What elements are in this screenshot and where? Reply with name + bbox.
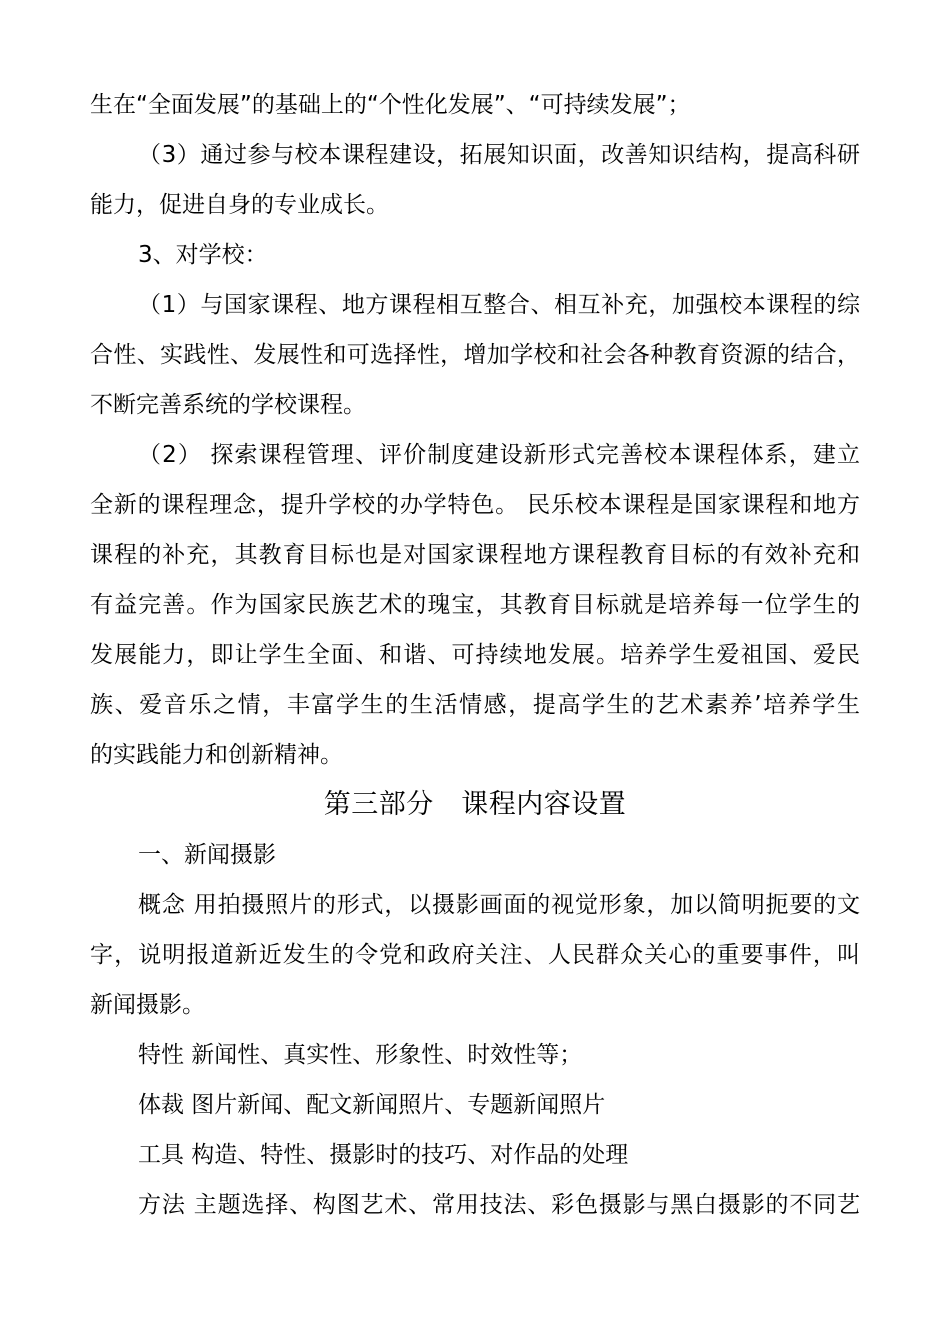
- text-line: 合性、实践性、发展性和可选择性，增加学校和社会各种教育资源的结合，: [90, 342, 860, 368]
- text-line: 族、爱音乐之情，丰富学生的生活情感，提高学生的艺术素养’培养学生: [90, 692, 860, 718]
- text-line: 新闻摄影。: [90, 992, 205, 1018]
- text-line: 概念 用拍摄照片的形式，以摄影画面的视觉形象，加以简明扼要的文: [138, 892, 860, 918]
- text-line: （1）与国家课程、地方课程相互整合、相互补充，加强校本课程的综: [138, 292, 860, 318]
- text-line: 不断完善系统的学校课程。: [90, 392, 366, 418]
- text-line: （2） 探索课程管理、评价制度建设新形式完善校本课程体系，建立: [138, 442, 860, 468]
- text-line: 生在“全面发展”的基础上的“个性化发展”、“可持续发展”；: [90, 92, 691, 118]
- text-line: 特性 新闻性、真实性、形象性、时效性等；: [138, 1042, 583, 1068]
- text-line: 字，说明报道新近发生的令党和政府关注、人民群众关心的重要事件，叫: [90, 942, 860, 968]
- text-line: 的实践能力和创新精神。: [90, 742, 343, 768]
- text-line: 课程的补充，其教育目标也是对国家课程地方课程教育目标的有效补充和: [90, 542, 860, 568]
- text-line: 全新的课程理念，提升学校的办学特色。 民乐校本课程是国家课程和地方: [90, 492, 860, 518]
- text-line: 发展能力，即让学生全面、和谐、可持续地发展。培养学生爱祖国、爱民: [90, 642, 860, 668]
- text-line: 体裁 图片新闻、配文新闻照片、专题新闻照片: [138, 1092, 606, 1118]
- text-line: 方法 主题选择、构图艺术、常用技法、彩色摄影与黑白摄影的不同艺: [138, 1192, 860, 1218]
- text-line: 有益完善。作为国家民族艺术的瑰宝，其教育目标就是培养每一位学生的: [90, 592, 860, 618]
- text-line: （3）通过参与校本课程建设，拓展知识面，改善知识结构，提高科研: [138, 142, 860, 168]
- text-line: 工具 构造、特性、摄影时的技巧、对作品的处理: [138, 1142, 629, 1168]
- text-line: 能力，促进自身的专业成长。: [90, 192, 389, 218]
- text-line: 3、对学校：: [138, 242, 268, 268]
- subsection-heading: 一、新闻摄影: [138, 842, 276, 868]
- document-page: [90, 80, 860, 1230]
- section-heading: 第三部分 课程内容设置: [323, 789, 627, 820]
